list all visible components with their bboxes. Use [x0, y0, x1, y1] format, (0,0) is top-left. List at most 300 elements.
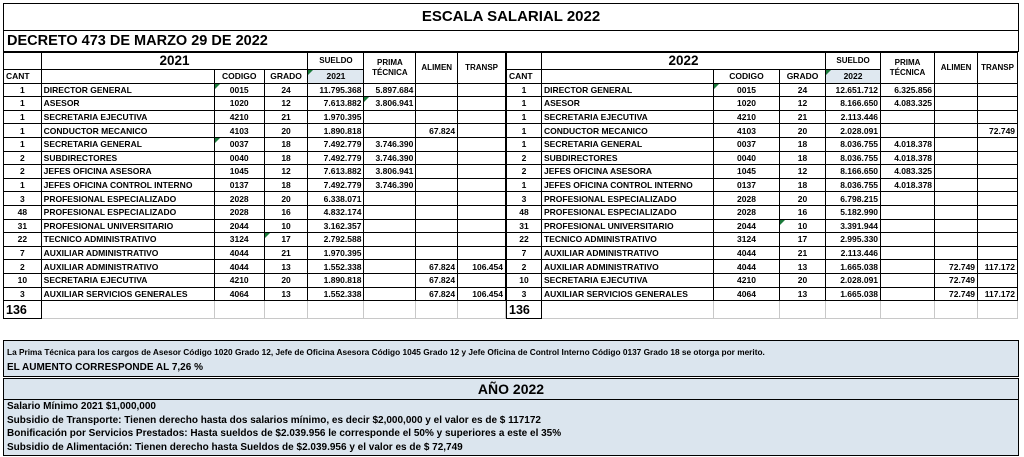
alimen-cell [935, 165, 978, 179]
grado-cell: 13 [264, 260, 308, 274]
table-row [4, 97, 506, 111]
sueldo-cell: 1.890.818 [308, 273, 364, 287]
prima-cell [364, 192, 416, 206]
blank-cell [41, 301, 214, 319]
sueldo-header: SUELDO [308, 53, 364, 70]
cargo-cell: AUXILIAR ADMINISTRATIVO [542, 246, 714, 260]
cant-cell: 1 [4, 83, 42, 97]
alimen-cell [935, 110, 978, 124]
cant-cell: 3 [507, 192, 542, 206]
cant-cell: 2 [507, 165, 542, 179]
blank-cell [881, 301, 935, 319]
table-row [4, 260, 506, 274]
blank-cell [780, 301, 826, 319]
salary-table-2021 [3, 52, 506, 319]
table-row [4, 165, 506, 179]
alimen-cell [935, 246, 978, 260]
transp-header: TRANSP [458, 53, 506, 84]
codigo-cell: 1045 [214, 165, 264, 179]
transp-cell [458, 273, 506, 287]
year-header: 2021 [41, 53, 308, 70]
cant-cell: 22 [4, 233, 42, 247]
prima-cell [364, 110, 416, 124]
cargo-header [542, 70, 714, 84]
cargo-cell: PROFESIONAL ESPECIALIZADO [41, 192, 214, 206]
cant-cell: 3 [507, 287, 542, 301]
prima-cell: 3.746.390 [364, 178, 416, 192]
info-salario-minimo: Salario Mínimo 2021 $1,000,000 [7, 401, 156, 412]
alimen-cell [416, 246, 458, 260]
transp-cell [978, 110, 1018, 124]
prima-cell: 4.083.325 [881, 97, 935, 111]
prima-cell [364, 124, 416, 138]
grado-cell: 13 [780, 287, 826, 301]
cant-cell: 7 [507, 246, 542, 260]
codigo-cell: 4103 [714, 124, 780, 138]
cargo-cell: JEFES OFICINA CONTROL INTERNO [542, 178, 714, 192]
prima-cell [881, 273, 935, 287]
grado-cell: 20 [264, 273, 308, 287]
prima-cell: 3.806.941 [364, 97, 416, 111]
codigo-cell: 2044 [714, 219, 780, 233]
blank-cell [978, 301, 1018, 319]
alimen-cell [416, 205, 458, 219]
table-row [4, 192, 506, 206]
sueldo-cell: 12.651.712 [826, 83, 881, 97]
grado-cell: 18 [264, 178, 308, 192]
cant-cell: 48 [507, 205, 542, 219]
blank-cell [507, 53, 542, 70]
cargo-cell: PROFESIONAL UNIVERSITARIO [41, 219, 214, 233]
blank-cell [264, 301, 308, 319]
cargo-cell: JEFES OFICINA ASESORA [542, 165, 714, 179]
cargo-cell: SECRETARIA EJECUTIVA [542, 273, 714, 287]
cant-cell: 3 [4, 192, 42, 206]
cargo-cell: JEFES OFICINA CONTROL INTERNO [41, 178, 214, 192]
sueldo-year-header: 2022 [826, 70, 881, 84]
table-row [4, 110, 506, 124]
alimen-cell [935, 233, 978, 247]
codigo-cell: 4064 [714, 287, 780, 301]
cant-cell: 7 [4, 246, 42, 260]
grado-cell: 20 [780, 124, 826, 138]
grado-cell: 17 [264, 233, 308, 247]
codigo-header: CODIGO [214, 70, 264, 84]
table-row [507, 151, 1018, 165]
sueldo-header: SUELDO [826, 53, 881, 70]
grado-cell: 18 [264, 151, 308, 165]
cant-cell: 48 [4, 205, 42, 219]
alimen-header: ALIMEN [416, 53, 458, 84]
sueldo-cell: 11.795.368 [308, 83, 364, 97]
table-row [507, 287, 1018, 301]
transp-cell [458, 151, 506, 165]
table-row [4, 83, 506, 97]
cargo-cell: SUBDIRECTORES [41, 151, 214, 165]
cargo-cell: AUXILIAR SERVICIOS GENERALES [41, 287, 214, 301]
alimen-cell [416, 97, 458, 111]
prima-cell [364, 287, 416, 301]
transp-cell: 117.172 [978, 260, 1018, 274]
cargo-cell: JEFES OFICINA ASESORA [41, 165, 214, 179]
cant-cell: 1 [4, 124, 42, 138]
cant-cell: 1 [4, 178, 42, 192]
cant-header: CANT [4, 70, 42, 84]
codigo-cell: 2028 [714, 192, 780, 206]
cargo-cell: ASESOR [41, 97, 214, 111]
prima-cell [881, 192, 935, 206]
table-row [4, 137, 506, 151]
transp-cell [978, 151, 1018, 165]
prima-tecnica-note [3, 340, 1019, 377]
table-row [4, 273, 506, 287]
table-row [507, 165, 1018, 179]
prima-note-text: La Prima Técnica para los cargos de Asesor Código 1020 Grado 12, Jefe de Oficina Asesora Código 1045 Grado 12 y Jefe Oficina de Control Interno Código 0137 Grado 18 se otorga por merito. [7, 347, 765, 357]
cargo-header [41, 70, 214, 84]
alimen-cell: 67.824 [416, 124, 458, 138]
table-row [507, 110, 1018, 124]
blank-cell [935, 301, 978, 319]
alimen-cell [416, 165, 458, 179]
cargo-cell: DIRECTOR GENERAL [542, 83, 714, 97]
blank-cell [364, 301, 416, 319]
cant-cell: 1 [507, 124, 542, 138]
prima-cell [881, 287, 935, 301]
transp-cell [458, 165, 506, 179]
codigo-cell: 3124 [214, 233, 264, 247]
codigo-cell: 2044 [214, 219, 264, 233]
cargo-cell: CONDUCTOR MECANICO [542, 124, 714, 138]
grado-cell: 18 [780, 137, 826, 151]
prima-cell: 3.746.390 [364, 137, 416, 151]
cant-cell: 10 [507, 273, 542, 287]
grado-cell: 13 [264, 287, 308, 301]
cargo-cell: AUXILIAR ADMINISTRATIVO [41, 260, 214, 274]
transp-cell [458, 97, 506, 111]
blank-cell [308, 301, 364, 319]
grado-cell: 10 [264, 219, 308, 233]
table-row [507, 83, 1018, 97]
grado-cell: 20 [780, 273, 826, 287]
table-row [507, 178, 1018, 192]
cant-cell: 31 [4, 219, 42, 233]
sueldo-cell: 8.166.650 [826, 165, 881, 179]
transp-cell [978, 178, 1018, 192]
prima-cell [364, 246, 416, 260]
salary-scale-sheet [3, 3, 1019, 453]
sueldo-cell: 8.036.755 [826, 151, 881, 165]
sueldo-year-header: 2021 [308, 70, 364, 84]
alimen-cell [935, 83, 978, 97]
blank-cell [4, 53, 42, 70]
alimen-cell [935, 192, 978, 206]
cargo-cell: PROFESIONAL ESPECIALIZADO [41, 205, 214, 219]
sueldo-cell: 7.492.779 [308, 137, 364, 151]
cargo-cell: PROFESIONAL UNIVERSITARIO [542, 219, 714, 233]
grado-cell: 24 [780, 83, 826, 97]
cant-cell: 3 [4, 287, 42, 301]
salary-tables [3, 52, 1019, 327]
alimen-cell [416, 219, 458, 233]
alimen-cell [416, 178, 458, 192]
transp-cell [458, 137, 506, 151]
prima-tecnica-header: PRIMA TÉCNICA [364, 53, 416, 84]
grado-cell: 20 [264, 124, 308, 138]
alimen-cell [935, 151, 978, 165]
sueldo-cell: 1.665.038 [826, 287, 881, 301]
cargo-cell: SECRETARIA GENERAL [542, 137, 714, 151]
sueldo-cell: 1.665.038 [826, 260, 881, 274]
table-row [507, 233, 1018, 247]
grado-cell: 12 [264, 165, 308, 179]
prima-cell: 4.018.378 [881, 137, 935, 151]
sueldo-cell: 7.492.779 [308, 151, 364, 165]
info-box [3, 399, 1019, 456]
transp-cell [458, 110, 506, 124]
alimen-cell [935, 219, 978, 233]
sueldo-cell: 7.613.882 [308, 97, 364, 111]
codigo-cell: 0015 [214, 83, 264, 97]
cargo-cell: TECNICO ADMINISTRATIVO [542, 233, 714, 247]
alimen-cell: 72.749 [935, 273, 978, 287]
table-row [4, 219, 506, 233]
prima-cell [364, 273, 416, 287]
grado-cell: 17 [780, 233, 826, 247]
prima-cell: 3.806.941 [364, 165, 416, 179]
cant-cell: 31 [507, 219, 542, 233]
codigo-cell: 0037 [214, 137, 264, 151]
cargo-cell: SECRETARIA GENERAL [41, 137, 214, 151]
table-row [4, 246, 506, 260]
sueldo-cell: 8.166.650 [826, 97, 881, 111]
sueldo-cell: 5.182.990 [826, 205, 881, 219]
prima-cell [881, 233, 935, 247]
prima-cell [881, 246, 935, 260]
blank-cell [416, 301, 458, 319]
cargo-cell: DIRECTOR GENERAL [41, 83, 214, 97]
grado-cell: 20 [780, 192, 826, 206]
alimen-cell: 72.749 [935, 260, 978, 274]
transp-cell [978, 137, 1018, 151]
cargo-cell: SECRETARIA EJECUTIVA [41, 273, 214, 287]
table-row [4, 151, 506, 165]
sueldo-cell: 7.492.779 [308, 178, 364, 192]
cant-cell: 10 [4, 273, 42, 287]
alimen-cell [416, 110, 458, 124]
codigo-cell: 4064 [214, 287, 264, 301]
sueldo-cell: 4.832.174 [308, 205, 364, 219]
sueldo-cell: 3.391.944 [826, 219, 881, 233]
cargo-cell: SECRETARIA EJECUTIVA [542, 110, 714, 124]
sueldo-cell: 2.995.330 [826, 233, 881, 247]
blank-cell [714, 301, 780, 319]
sueldo-cell: 8.036.755 [826, 137, 881, 151]
cant-cell: 2 [4, 165, 42, 179]
prima-cell [364, 219, 416, 233]
cant-cell: 1 [507, 97, 542, 111]
blank-cell [458, 301, 506, 319]
codigo-cell: 1045 [714, 165, 780, 179]
cant-cell: 1 [4, 97, 42, 111]
sueldo-cell: 1.552.338 [308, 260, 364, 274]
prima-cell: 6.325.856 [881, 83, 935, 97]
sueldo-cell: 2.113.446 [826, 110, 881, 124]
transp-cell [978, 97, 1018, 111]
transp-cell [978, 219, 1018, 233]
alimen-cell [416, 137, 458, 151]
decree-title: DECRETO 473 DE MARZO 29 DE 2022 [3, 31, 1019, 52]
transp-cell [978, 246, 1018, 260]
codigo-cell: 4210 [214, 273, 264, 287]
alimen-cell [935, 205, 978, 219]
prima-cell [364, 205, 416, 219]
codigo-cell: 4103 [214, 124, 264, 138]
prima-cell: 5.897.684 [364, 83, 416, 97]
alimen-cell [416, 192, 458, 206]
grado-cell: 18 [780, 178, 826, 192]
codigo-cell: 4210 [714, 273, 780, 287]
alimen-cell: 67.824 [416, 273, 458, 287]
sheet-title: ESCALA SALARIAL 2022 [3, 3, 1019, 31]
table-row [507, 205, 1018, 219]
grado-cell: 13 [780, 260, 826, 274]
alimen-cell: 67.824 [416, 287, 458, 301]
transp-cell [458, 83, 506, 97]
alimen-cell [935, 137, 978, 151]
alimen-cell: 72.749 [935, 287, 978, 301]
total-count: 136 [507, 301, 542, 319]
table-row [507, 124, 1018, 138]
codigo-cell: 4044 [714, 260, 780, 274]
sueldo-cell: 2.028.091 [826, 273, 881, 287]
grado-cell: 18 [780, 151, 826, 165]
prima-cell [881, 110, 935, 124]
cant-cell: 22 [507, 233, 542, 247]
year-header: 2022 [542, 53, 826, 70]
table-row [507, 260, 1018, 274]
codigo-cell: 4210 [714, 110, 780, 124]
transp-cell [978, 205, 1018, 219]
sueldo-cell: 6.798.215 [826, 192, 881, 206]
codigo-cell: 0040 [714, 151, 780, 165]
codigo-cell: 2028 [214, 205, 264, 219]
sueldo-cell: 8.036.755 [826, 178, 881, 192]
grado-cell: 21 [264, 110, 308, 124]
grado-cell: 12 [264, 97, 308, 111]
transp-cell: 106.454 [458, 260, 506, 274]
codigo-cell: 4044 [714, 246, 780, 260]
cant-cell: 1 [507, 110, 542, 124]
transp-cell [978, 165, 1018, 179]
prima-cell [881, 124, 935, 138]
codigo-cell: 4044 [214, 260, 264, 274]
cargo-cell: CONDUCTOR MECANICO [41, 124, 214, 138]
sueldo-cell: 3.162.357 [308, 219, 364, 233]
transp-cell: 117.172 [978, 287, 1018, 301]
codigo-header: CODIGO [714, 70, 780, 84]
grado-cell: 20 [264, 192, 308, 206]
sueldo-cell: 2.792.588 [308, 233, 364, 247]
grado-header: GRADO [264, 70, 308, 84]
transp-cell [458, 233, 506, 247]
transp-cell: 106.454 [458, 287, 506, 301]
cant-cell: 1 [4, 110, 42, 124]
salary-table-2022 [506, 52, 1018, 319]
prima-cell [364, 260, 416, 274]
prima-cell: 3.746.390 [364, 151, 416, 165]
transp-cell [978, 273, 1018, 287]
grado-cell: 16 [264, 205, 308, 219]
sueldo-cell: 1.970.395 [308, 110, 364, 124]
info-subsidio-alimentacion: Subsidio de Alimentación: Tienen derecho hasta Sueldos de $2.039.956 y el valor es de $ 72,749 [7, 441, 463, 453]
cargo-cell: AUXILIAR SERVICIOS GENERALES [542, 287, 714, 301]
prima-cell: 4.018.378 [881, 151, 935, 165]
grado-cell: 18 [264, 137, 308, 151]
cargo-cell: ASESOR [542, 97, 714, 111]
alimen-cell [416, 233, 458, 247]
transp-cell [458, 246, 506, 260]
table-row [4, 178, 506, 192]
codigo-cell: 0015 [714, 83, 780, 97]
aumento-note-text: EL AUMENTO CORRESPONDE AL 7,26 % [7, 362, 203, 373]
codigo-cell: 0037 [714, 137, 780, 151]
transp-cell [458, 219, 506, 233]
cant-header: CANT [507, 70, 542, 84]
sueldo-cell: 2.028.091 [826, 124, 881, 138]
sueldo-cell: 1.552.338 [308, 287, 364, 301]
grado-header: GRADO [780, 70, 826, 84]
grado-cell: 24 [264, 83, 308, 97]
prima-cell: 4.018.378 [881, 178, 935, 192]
alimen-cell [935, 124, 978, 138]
prima-cell [881, 260, 935, 274]
cargo-cell: AUXILIAR ADMINISTRATIVO [542, 260, 714, 274]
codigo-cell: 0137 [714, 178, 780, 192]
grado-cell: 12 [780, 165, 826, 179]
codigo-cell: 4044 [214, 246, 264, 260]
grado-cell: 10 [780, 219, 826, 233]
blank-cell [826, 301, 881, 319]
cargo-cell: SECRETARIA EJECUTIVA [41, 110, 214, 124]
table-row [507, 137, 1018, 151]
table-row [4, 233, 506, 247]
cant-cell: 1 [507, 83, 542, 97]
cargo-cell: TECNICO ADMINISTRATIVO [41, 233, 214, 247]
alimen-cell [935, 97, 978, 111]
grado-cell: 21 [780, 246, 826, 260]
sueldo-cell: 7.613.882 [308, 165, 364, 179]
sueldo-cell: 2.113.446 [826, 246, 881, 260]
sueldo-cell: 1.970.395 [308, 246, 364, 260]
alimen-cell [416, 83, 458, 97]
blank-cell [542, 301, 714, 319]
codigo-cell: 2028 [714, 205, 780, 219]
grado-cell: 12 [780, 97, 826, 111]
table-row [4, 287, 506, 301]
prima-cell [881, 205, 935, 219]
year-2022-heading: AÑO 2022 [3, 378, 1019, 400]
table-row [507, 219, 1018, 233]
grado-cell: 21 [780, 110, 826, 124]
transp-cell [978, 192, 1018, 206]
transp-header: TRANSP [978, 53, 1018, 84]
table-row [507, 246, 1018, 260]
blank-cell [214, 301, 264, 319]
cant-cell: 2 [4, 151, 42, 165]
transp-cell [458, 192, 506, 206]
prima-tecnica-header: PRIMA TÉCNICA [881, 53, 935, 84]
table-row [507, 192, 1018, 206]
